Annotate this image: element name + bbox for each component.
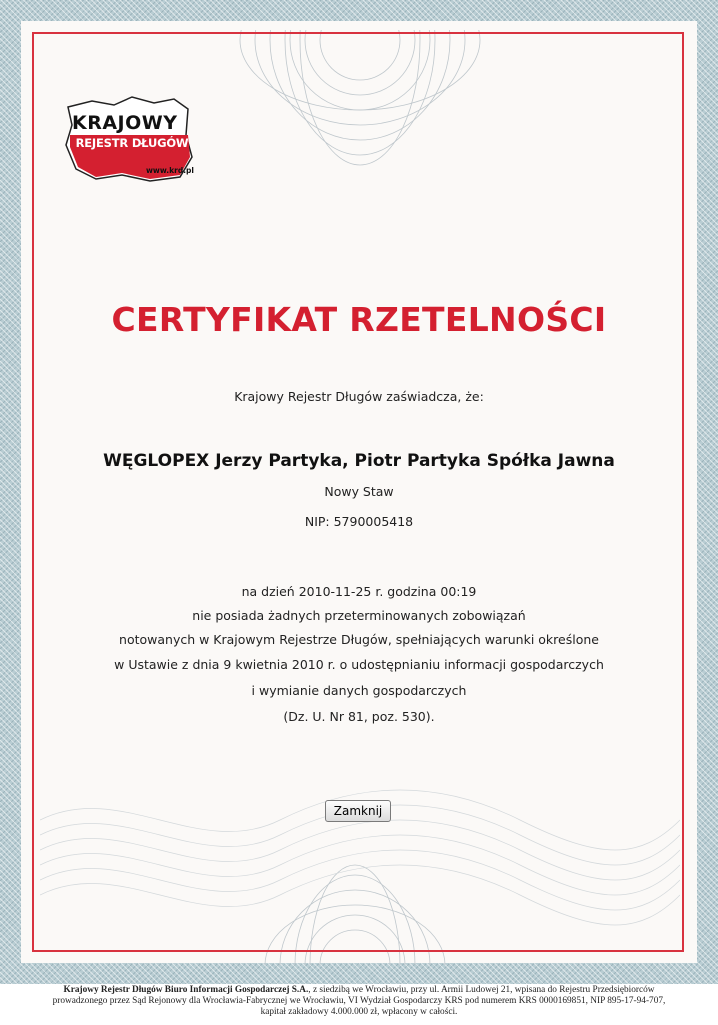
footer-line-1 [0, 985, 718, 996]
statement-line: w Ustawie z dnia 9 kwietnia 2010 r. o udostępnianiu informacji gospodarczych [114, 657, 604, 672]
logo-rejestr-text: REJESTR DŁUGÓW [75, 136, 189, 150]
close-button[interactable]: Zamknij [325, 800, 391, 822]
company-name: WĘGLOPEX Jerzy Partyka, Piotr Partyka Spółka Jawna [103, 451, 615, 471]
statement-line: na dzień 2010-11-25 r. godzina 00:19 [241, 584, 477, 599]
legal-footer [0, 984, 718, 1025]
footer-company: Krajowy Rejestr Długów Biuro Informacji Gospodarczej S.A. [63, 985, 309, 995]
footer-line-3: kapitał zakładowy 4.000.000 zł, wpłacony w całości. [260, 1007, 458, 1017]
logo-krajowy-text: KRAJOWY [72, 112, 178, 134]
intro-text: Krajowy Rejestr Długów zaświadcza, że: [234, 389, 484, 404]
company-city: Nowy Staw [324, 484, 394, 499]
statement-line: notowanych w Krajowym Rejestrze Długów, spełniających warunki określone [119, 632, 599, 647]
company-nip: NIP: 5790005418 [304, 514, 414, 529]
statement-line: (Dz. U. Nr 81, poz. 530). [283, 709, 435, 724]
statement-line: i wymianie danych gospodarczych [251, 683, 467, 698]
footer-line-1-rest: , z siedzibą we Wrocławiu, przy ul. Armii Ludowej 21, wpisana do Rejestru Przedsiębiorców [308, 985, 655, 995]
logo-url: www.krd.pl [146, 166, 194, 175]
statement-line: nie posiada żadnych przeterminowanych zobowiązań [192, 608, 526, 623]
certificate-title: CERTYFIKAT RZETELNOŚCI [111, 300, 607, 339]
footer-line-2: prowadzonego przez Sąd Rejonowy dla Wrocławia-Fabrycznej we Wrocławiu, VI Wydział Gospodarczy KRS pod numerem KRS 0000169851, NIP 895-17-94-707, [52, 996, 666, 1006]
